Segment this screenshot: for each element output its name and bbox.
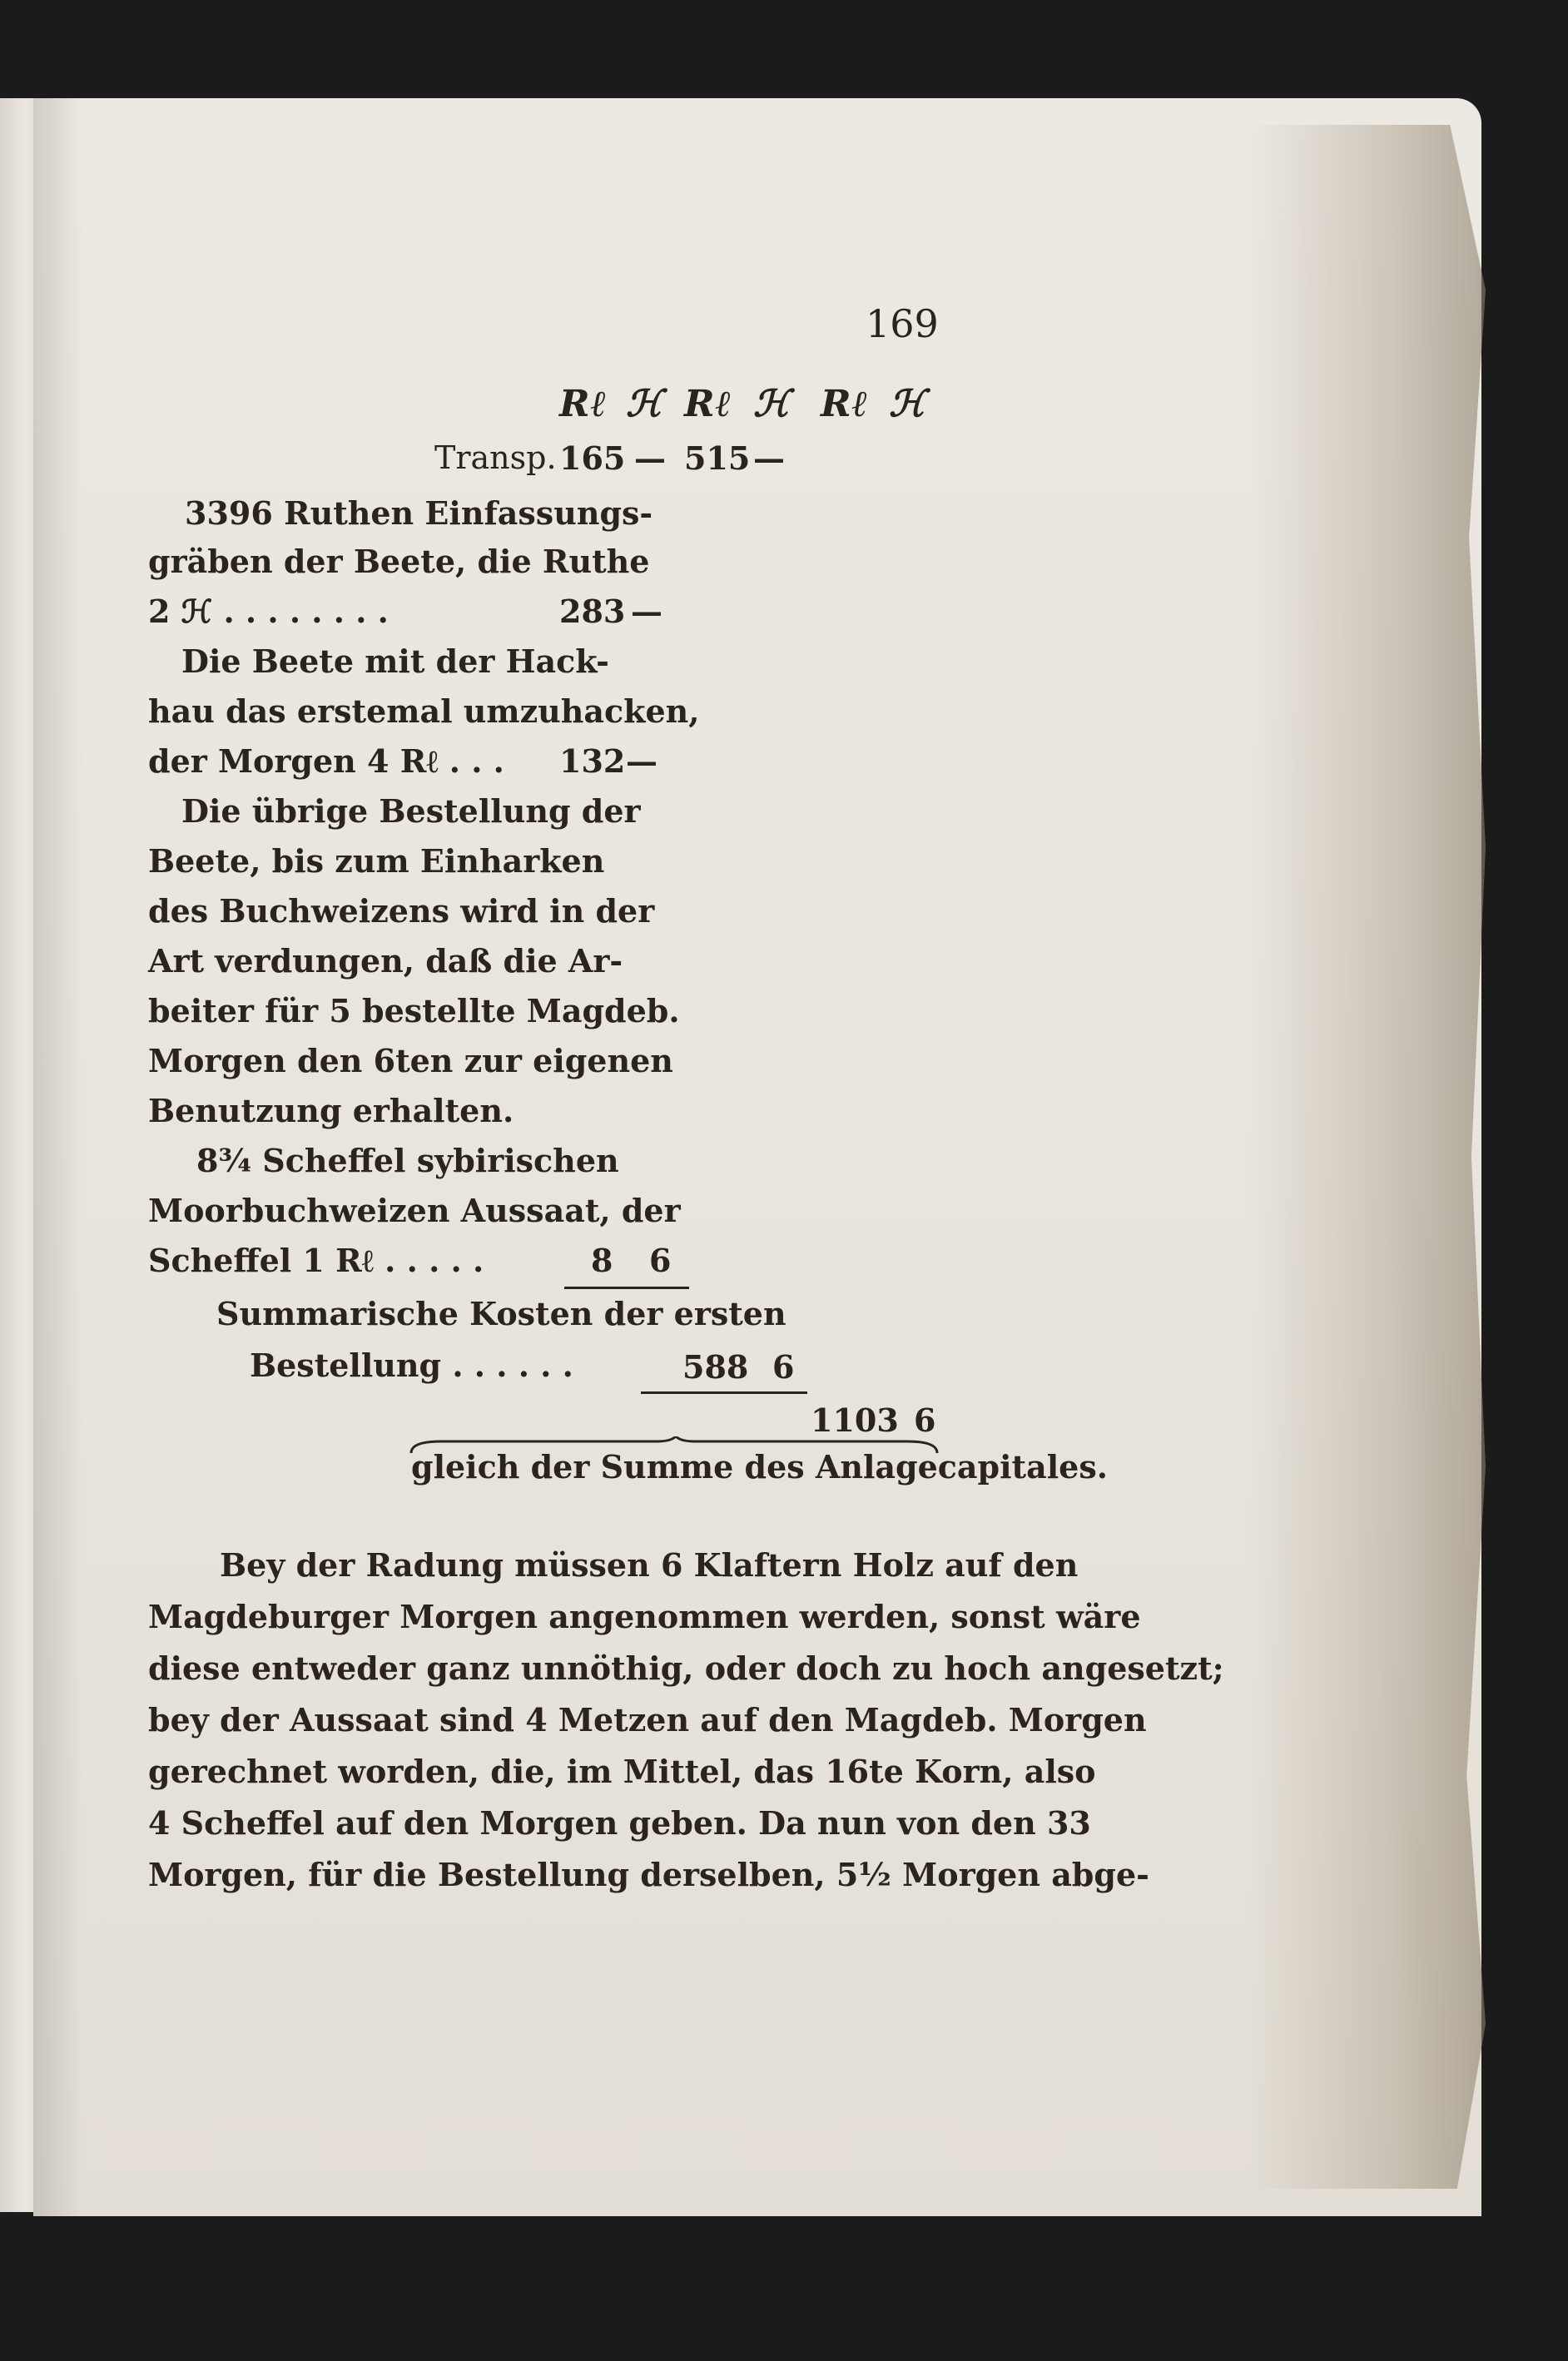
total-note: gleich der Summe des Anlagecapitales. (411, 1448, 1108, 1486)
sum-rule-2 (641, 1391, 807, 1394)
item3-line2: Beete, bis zum Einharken (148, 842, 605, 880)
currency-header-1: Rℓ (559, 383, 608, 425)
paragraph-line-5: gerechnet worden, die, im Mittel, das 16te Korn, also (148, 1753, 1096, 1790)
item1-amount-extra: — (631, 593, 662, 630)
gutter-shadow (33, 98, 83, 2216)
transp-col2: 515 (684, 439, 751, 477)
transp-col1-dash: — (634, 439, 666, 477)
item4-line3: Scheffel 1 Rℓ . . . . . (148, 1242, 484, 1279)
item1-line1: 3396 Ruthen Einfassungs- (185, 494, 653, 532)
paragraph-line-1: Bey der Radung müssen 6 Klaftern Holz auf den (220, 1546, 1079, 1584)
transp-col1: 165 (559, 439, 626, 477)
transp-col2-dash: — (753, 439, 785, 477)
summary-line1: Summarische Kosten der ersten (216, 1295, 786, 1332)
currency-header-5: Rℓ (821, 383, 869, 425)
item3-line6: Morgen den 6ten zur eigenen (148, 1042, 673, 1079)
item3-line1: Die übrige Bestellung der (181, 792, 641, 830)
summary-amount: 588 (682, 1348, 749, 1386)
item2-amount-extra: — (626, 742, 657, 780)
item2-line2: hau das erstemal umzuhacken, (148, 692, 700, 730)
transp-label: Transp. (434, 439, 557, 476)
currency-header-2: ℋ (626, 383, 663, 425)
item1-line3: 2 ℋ . . . . . . . . (148, 593, 389, 630)
item3-line4: Art verdungen, daß die Ar- (148, 942, 623, 980)
item4-line2: Moorbuchweizen Aussaat, der (148, 1192, 681, 1229)
item3-line7: Benutzung erhalten. (148, 1092, 514, 1129)
paragraph-line-3: diese entweder ganz unnöthig, oder doch zu hoch angesetzt; (148, 1649, 1224, 1687)
summary-line2: Bestellung . . . . . . (250, 1347, 573, 1384)
item1-line2: gräben der Beete, die Ruthe (148, 543, 650, 580)
total-amount: 1103 (811, 1401, 899, 1439)
currency-header-3: Rℓ (684, 383, 732, 425)
currency-header-6: ℋ (889, 383, 926, 425)
currency-header-4: ℋ (753, 383, 791, 425)
page-number: 169 (866, 301, 939, 346)
paragraph-line-7: Morgen, für die Bestellung derselben, 5½ Morgen abge- (148, 1856, 1149, 1893)
item3-line3: des Buchweizens wird in der (148, 892, 655, 930)
item3-line5: beiter für 5 bestellte Magdeb. (148, 992, 680, 1029)
sum-rule-1 (564, 1287, 689, 1289)
item2-line1: Die Beete mit der Hack- (181, 642, 609, 680)
paragraph-line-4: bey der Aussaat sind 4 Metzen auf den Magdeb. Morgen (148, 1701, 1147, 1739)
paragraph-line-6: 4 Scheffel auf den Morgen geben. Da nun von den 33 (148, 1804, 1091, 1842)
item4-line1: 8¾ Scheffel sybirischen (196, 1142, 619, 1179)
total-amount-extra: 6 (914, 1401, 936, 1439)
item1-amount: 283 (559, 593, 626, 630)
paragraph-line-2: Magdeburger Morgen angenommen werden, sonst wäre (148, 1598, 1141, 1635)
item2-amount: 132 (559, 742, 626, 780)
item4-amount: 8 (591, 1242, 613, 1279)
deckled-page-edge (1248, 125, 1486, 2189)
item2-line3: der Morgen 4 Rℓ . . . (148, 742, 504, 780)
item4-amount-extra: 6 (649, 1242, 672, 1279)
summary-amount-extra: 6 (772, 1348, 795, 1386)
